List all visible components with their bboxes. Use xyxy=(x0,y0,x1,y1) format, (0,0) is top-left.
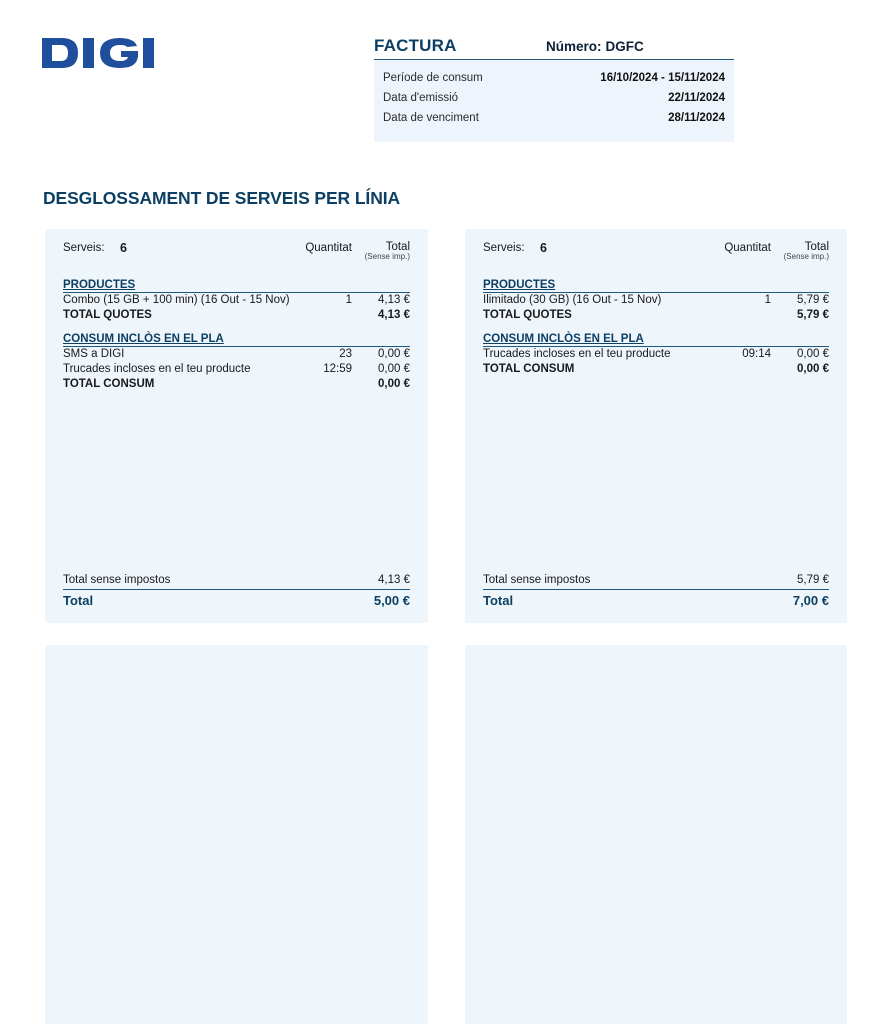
table-row xyxy=(483,293,829,308)
card-header xyxy=(63,241,410,267)
total-header-label: Total xyxy=(804,241,829,253)
total-consumption-value: 0,00 € xyxy=(797,363,829,375)
total-value: 7,00 € xyxy=(792,593,829,608)
digi-logo-mark xyxy=(42,34,194,72)
services-label: Serveis: xyxy=(63,242,105,254)
empty-line-card-3 xyxy=(45,645,428,1024)
total-header-label: Total xyxy=(385,241,410,253)
invoice-number-label: Número: xyxy=(546,39,602,54)
invoice-title: FACTURA xyxy=(374,36,457,55)
subtotal-value: 4,13 € xyxy=(378,574,410,586)
invoice-row xyxy=(383,108,725,128)
subtotal-row xyxy=(63,573,410,590)
total-label: Total xyxy=(483,593,514,608)
total-header xyxy=(365,242,410,261)
card-header xyxy=(483,241,829,267)
consumption-amount: 0,00 € xyxy=(797,348,829,360)
products-title: PRODUCTES xyxy=(483,279,829,293)
table-row xyxy=(63,293,410,308)
consumption-amount: 0,00 € xyxy=(378,363,410,375)
consumption-desc: Trucades incloses en el teu producte xyxy=(483,348,671,360)
product-desc: Ilimitado (30 GB) (16 Out - 15 Nov) xyxy=(483,294,662,306)
total-consumption-row xyxy=(483,362,829,377)
consumption-title: CONSUM INCLÒS EN EL PLA xyxy=(483,333,829,347)
total-consumption-value: 0,00 € xyxy=(378,378,410,390)
invoice-number xyxy=(546,39,644,54)
digi-logo xyxy=(42,34,194,72)
product-qty: 1 xyxy=(345,294,352,306)
total-value: 5,00 € xyxy=(373,593,410,608)
quantity-header: Quantitat xyxy=(305,242,352,254)
issue-date-value: 22/11/2024 xyxy=(668,92,725,104)
product-amount: 5,79 € xyxy=(797,294,829,306)
total-quotes-value: 5,79 € xyxy=(797,309,829,321)
line-card-1 xyxy=(45,229,428,623)
table-row xyxy=(63,347,410,362)
consumption-amount: 0,00 € xyxy=(378,348,410,360)
invoice-details xyxy=(374,60,734,142)
consumption-qty: 23 xyxy=(339,348,352,360)
total-row xyxy=(63,593,410,608)
due-date-label: Data de venciment xyxy=(383,112,479,124)
invoice-title-row xyxy=(374,36,734,60)
subtotal-row xyxy=(483,573,829,590)
total-header-sub: (Sense imp.) xyxy=(783,252,829,261)
consumption-group xyxy=(63,333,410,392)
consumption-period-value: 16/10/2024 - 15/11/2024 xyxy=(600,72,725,84)
total-row xyxy=(483,593,829,608)
services-value: 6 xyxy=(120,241,127,255)
quantity-header: Quantitat xyxy=(724,242,771,254)
invoice-number-value: DGFC xyxy=(605,39,644,54)
consumption-desc: Trucades incloses en el teu producte xyxy=(63,363,251,375)
card-footer xyxy=(63,573,410,608)
consumption-period-label: Període de consum xyxy=(383,72,483,84)
services-label: Serveis: xyxy=(483,242,525,254)
product-desc: Combo (15 GB + 100 min) (16 Out - 15 Nov) xyxy=(63,294,290,306)
invoice-row xyxy=(383,68,725,88)
subtotal-label: Total sense impostos xyxy=(483,574,591,586)
invoice-header xyxy=(374,36,734,142)
subtotal-value: 5,79 € xyxy=(797,574,829,586)
issue-date-label: Data d'emissió xyxy=(383,92,459,104)
total-header xyxy=(784,242,829,261)
section-title: DESGLOSSAMENT DE SERVEIS PER LÍNIA xyxy=(43,188,401,208)
empty-line-card-4 xyxy=(465,645,847,1024)
total-label: Total xyxy=(63,593,94,608)
consumption-group xyxy=(483,333,829,377)
consumption-qty: 12:59 xyxy=(323,363,352,375)
table-row xyxy=(63,362,410,377)
total-consumption-row xyxy=(63,377,410,392)
total-quotes-label: TOTAL QUOTES xyxy=(63,309,152,321)
total-consumption-label: TOTAL CONSUM xyxy=(63,378,155,390)
consumption-title: CONSUM INCLÒS EN EL PLA xyxy=(63,333,410,347)
invoice-row xyxy=(383,88,725,108)
total-consumption-label: TOTAL CONSUM xyxy=(483,363,575,375)
product-amount: 4,13 € xyxy=(378,294,410,306)
card-footer xyxy=(483,573,829,608)
total-quotes-value: 4,13 € xyxy=(378,309,410,321)
services-value: 6 xyxy=(540,241,547,255)
total-quotes-row xyxy=(483,308,829,323)
table-row xyxy=(483,347,829,362)
consumption-desc: SMS a DIGI xyxy=(63,348,125,360)
consumption-qty: 09:14 xyxy=(742,348,771,360)
line-card-2 xyxy=(465,229,847,623)
subtotal-label: Total sense impostos xyxy=(63,574,171,586)
due-date-value: 28/11/2024 xyxy=(668,112,725,124)
total-quotes-label: TOTAL QUOTES xyxy=(483,309,572,321)
total-header-sub: (Sense imp.) xyxy=(364,252,410,261)
products-group xyxy=(483,279,829,323)
products-title: PRODUCTES xyxy=(63,279,410,293)
total-quotes-row xyxy=(63,308,410,323)
products-group xyxy=(63,279,410,323)
product-qty: 1 xyxy=(764,294,771,306)
